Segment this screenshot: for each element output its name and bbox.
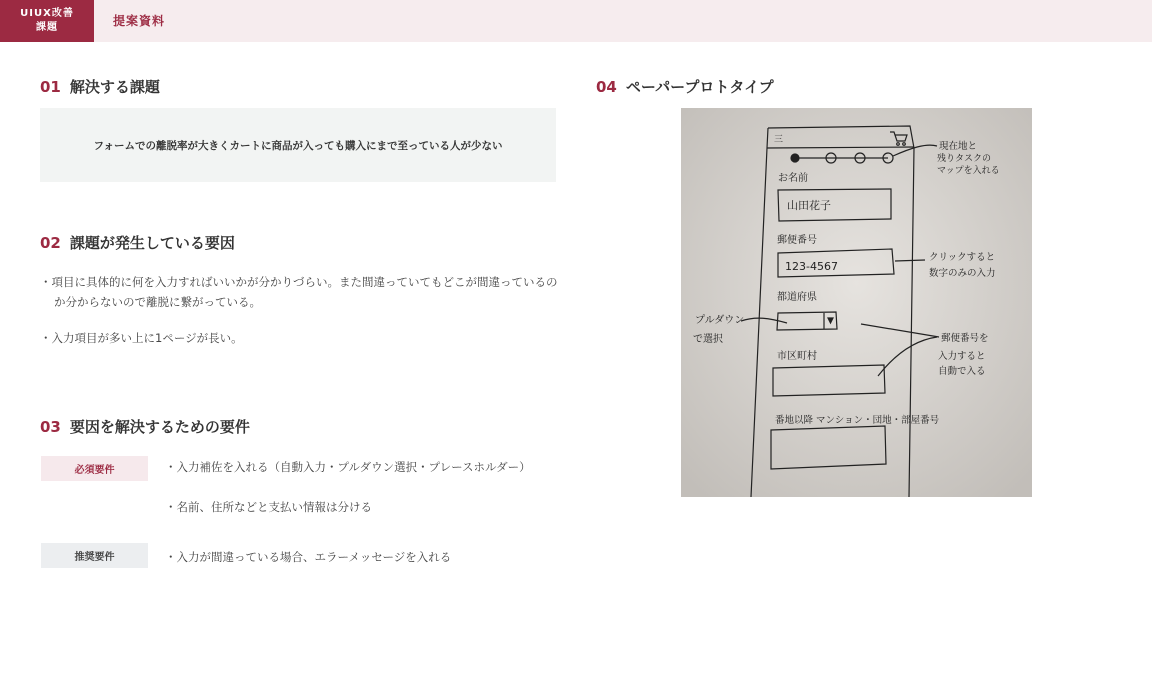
note-progress-line-3: マップを入れる <box>937 166 1000 176</box>
paper-prototype-image <box>681 108 1032 497</box>
section-04-number: 04 <box>596 78 617 96</box>
section-02-title: 課題が発生している要因 <box>69 234 235 252</box>
problem-statement-box <box>40 108 556 182</box>
section-03-title: 要因を解決するための要件 <box>69 418 250 436</box>
section-01-number: 01 <box>40 78 61 96</box>
problem-statement: フォームでの離脱率が大きくカートに商品が入っても購入にまで至っている人が少ない <box>93 139 503 152</box>
section-01-heading <box>40 76 160 97</box>
note-pulldown-line-1: プルダウン <box>695 315 745 326</box>
note-zip-line-3: 自動で入る <box>938 366 986 377</box>
section-02-heading <box>40 232 235 253</box>
section-03-number: 03 <box>40 418 61 436</box>
section-03-heading <box>40 416 250 437</box>
note-zip-line-1: 郵便番号を <box>941 333 989 344</box>
sketch-label-city: 市区町村 <box>777 351 817 362</box>
required-item-2: ・名前、住所などと支払い情報は分ける <box>165 500 372 514</box>
note-progress-line-1: 現在地と <box>939 141 978 152</box>
paper-prototype-sketch <box>681 108 1032 497</box>
sketch-label-pref: 都道府県 <box>777 292 817 303</box>
required-item-1: ・入力補佐を入れる（自動入力・プルダウン選択・プレースホルダー） <box>165 460 531 474</box>
note-click-line-2: 数字のみの入力 <box>929 268 996 279</box>
note-click-line-1: クリックすると <box>929 252 996 263</box>
required-tag: 必須要件 <box>41 456 148 481</box>
menu-glyph: 三 <box>774 135 784 145</box>
note-pulldown-line-2: で選択 <box>693 334 723 345</box>
brand-badge <box>0 0 94 42</box>
brand-line-1: UIUX改善 <box>20 8 74 19</box>
note-zip-line-2: 入力すると <box>938 351 986 362</box>
brand-line-2: 課題 <box>36 22 58 33</box>
section-02-number: 02 <box>40 234 61 252</box>
cause-item-2: ・入力項目が多い上に1ページが長い。 <box>40 331 243 345</box>
section-04-heading <box>596 76 774 97</box>
sketch-value-name: 山田花子 <box>787 199 831 212</box>
sketch-label-zip: 郵便番号 <box>777 235 817 246</box>
section-04-title: ペーパープロトタイプ <box>625 78 774 96</box>
top-bar <box>0 0 1152 42</box>
section-01-title: 解決する課題 <box>69 78 160 96</box>
note-progress-line-2: 残りタスクの <box>937 154 992 164</box>
recommended-tag: 推奨要件 <box>41 543 148 568</box>
sketch-value-zip: 123-4567 <box>785 260 838 273</box>
cause-item-1: ・項目に具体的に何を入力すればいいかが分かりづらい。また間違っていてもどこが間違っているのか分からないので離脱に繋がっている。 <box>40 275 558 309</box>
sketch-label-street: 番地以降 マンション・団地・部屋番号 <box>775 415 940 426</box>
sketch-label-name: お名前 <box>778 173 808 184</box>
doc-title: 提案資料 <box>113 14 166 28</box>
recommended-item-1: ・入力が間違っている場合、エラーメッセージを入れる <box>165 550 452 564</box>
